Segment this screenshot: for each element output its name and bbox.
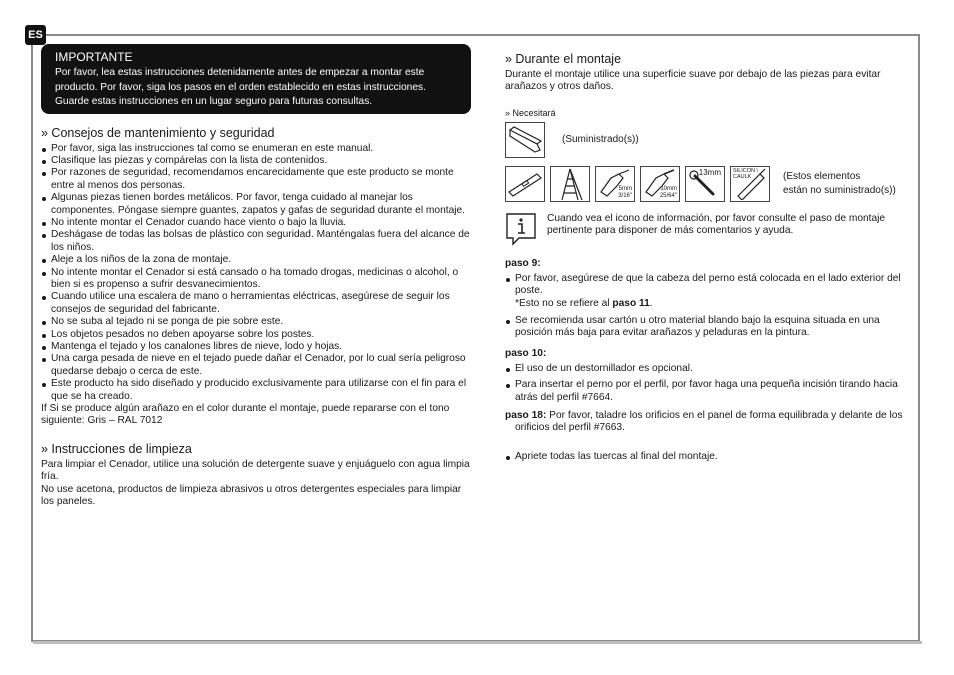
drill-size-mm: 10mm [660,185,677,192]
step-9-note-text: *Esto no se refiere al [515,298,613,309]
drill-size-inch: 25/64" [659,192,677,199]
caulk-label-line: SILICON \ [733,167,759,174]
not-supplied-label [783,170,896,198]
list-item: Una carga pesada de nieve en el tejado puede dañar el Cenador, por lo cual sería peligroso quedarse debajo o cerca de este. [41,353,471,378]
wrench-icon [685,166,725,202]
important-line: Guarde estas instrucciones en un lugar seguro para futuras consultas. [55,96,373,107]
important-line: Por favor, lea estas instrucciones detenidamente antes de empezar a montar este [55,67,425,78]
cleaning-paragraph-2: No use acetona, productos de limpieza abrasivos u otros detergentes especiales para limpiar los paneles. [41,483,462,508]
cleaning-paragraph-1: Para limpiar el Cenador, utilice una solución de detergente suave y enjuáguelo con agua limpia fría. [41,458,470,483]
ladder-icon [550,166,590,202]
important-line: producto. Por favor, siga los pasos en el orden establecido en estas instrucciones. [55,81,426,93]
right-column [505,52,915,463]
list-item: Clasifique las piezas y compárelas con la lista de contenidos. [41,155,471,167]
step-18 [505,410,915,435]
drill-5mm-icon [595,166,635,202]
cleaning-title: » Instrucciones de limpieza [41,441,192,456]
list-item: Algunas piezas tienen bordes metálicos. Por favor, tenga cuidado al manejar los componentes. Póngase siempre guantes, zapatos y gafas de seguridad durante el montaje. [41,192,471,217]
step-9-note-ref: paso 11 [612,298,650,309]
caulk-label-line: CAULK [733,173,752,180]
list-item: Deshágase de todas las bolsas de plástico con seguridad. Manténgalas fuera del alcance de los niños. [41,229,471,254]
drill-size-mm: 5mm [618,185,632,192]
list-item: No se suba al tejado ni se ponga de pie sobre este. [41,316,471,328]
list-item: Para insertar el perno por el perfil, por favor haga una pequeña incisión tirando hacia atrás del perfil #7664. [505,379,915,404]
drill-size-inch: 3/16" [618,192,632,199]
list-item: El uso de un destornillador es opcional. [505,363,915,376]
step-10-label: paso 10: [505,347,547,359]
info-icon [505,212,537,246]
scratch-note: If Si se produce algún arañazo en el color durante el montaje, puede repararse con el tono siguiente: Gris – RAL 7012 [41,403,450,427]
left-column [41,44,471,508]
needs-label: » Necesitará [505,107,556,118]
assembly-text: Durante el montaje utilice una superficie suave por debajo de las piezas para evitar arañazos y otros daños. [505,69,881,93]
list-item: No intente montar el Cenador cuando hace viento o bajo la lluvia. [41,217,471,229]
list-item [505,273,915,311]
step-18-label: paso 18: [505,409,547,421]
list-item: No intente montar el Cenador si está cansado o ha tomado drogas, medicinas o alcohol, o bien si es propenso a sufrir desvanecimientos. [41,267,471,292]
list-item: Los objetos pesados no deben apoyarse sobre los postes. [41,329,471,341]
caulk-label [733,168,758,180]
step-9-bullet-1: Por favor, asegúrese de que la cabeza del perno está colocada en el lado exterior del poste. [515,272,901,297]
supplied-label: (Suministrado(s)) [562,134,639,146]
drill-10mm-icon [640,166,680,202]
info-note-text: Cuando vea el icono de información, por favor consulte el paso de montaje pertinente para disponer de más comentarios y ayuda. [547,212,886,237]
maintenance-list [41,143,471,404]
page-frame-shadow [33,641,922,644]
wrench-size-label: 13mm [698,167,721,177]
important-text [55,66,461,110]
list-item: Cuando utilice una escalera de mano o herramientas eléctricas, asegúrese de seguir los consejos de seguridad del fabricante. [41,291,471,316]
list-item: Apriete todas las tuercas al final del montaje. [505,451,915,464]
step-9-label: paso 9: [505,257,541,269]
allen-key-icon [505,122,545,158]
list-item: Aleje a los niños de la zona de montaje. [41,254,471,266]
required-tools-row [505,166,915,202]
info-note-row [505,212,915,246]
important-title: IMPORTANTE [55,50,133,64]
list-item: Por razones de seguridad, recomendamos encarecidamente que este producto se monte entre al menos dos personas. [41,167,471,192]
list-item: Se recomienda usar cartón u otro material blando bajo la esquina situada en una posición más baja para evitar arañazos y peladuras en la pintura. [505,315,915,340]
important-box [41,44,471,114]
drill-10mm-label [660,186,677,200]
list-item: Por favor, siga las instrucciones tal como se enumeran en este manual. [41,143,471,155]
step-9-note-end: . [649,298,653,309]
spirit-level-icon [505,166,545,202]
supplied-tools-row [505,122,915,158]
not-supplied-line: (Estos elementos [783,170,861,182]
list-item: Este producto ha sido diseñado y producido exclusivamente para utilizarse con el fin para el que se ha creado. [41,378,471,403]
language-tab: ES [25,25,46,45]
list-item: Mantenga el tejado y los canalones libres de nieve, lodo y hojas. [41,341,471,353]
not-supplied-line: están no suministrado(s)) [783,184,896,196]
step-10-list [505,363,915,405]
caulk-gun-icon [730,166,770,202]
step-18-text: Por favor, taladre los orificios en el panel de forma equilibrada y delante de los orificios del perfil #7663. [515,409,903,434]
step-9-list [505,273,915,340]
step-9-note [515,298,915,311]
assembly-title: » Durante el montaje [505,52,622,66]
drill-5mm-label [618,186,632,200]
maintenance-title: » Consejos de mantenimiento y seguridad [41,125,275,140]
final-list [505,451,915,464]
